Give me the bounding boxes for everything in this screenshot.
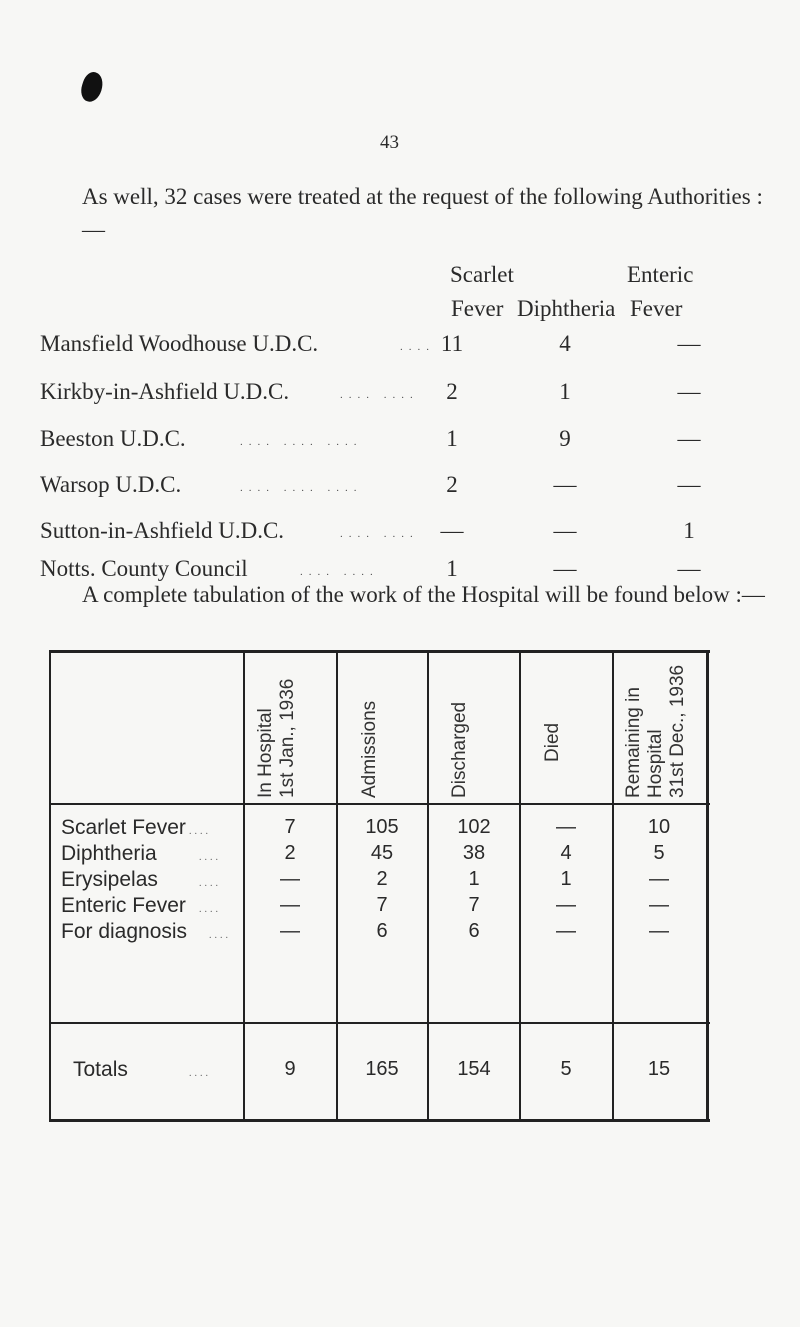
authority-name: Kirkby-in-Ashfield U.D.C. [40, 379, 290, 404]
row-label: Scarlet Fever [61, 816, 186, 839]
col-header-discharged: Discharged [449, 701, 470, 798]
cell-in-hospital: 7 [284, 816, 296, 838]
header-scarlet: Scarlet [450, 262, 514, 287]
total-in-hospital: 9 [284, 1058, 296, 1080]
authority-name: Beeston U.D.C. [40, 426, 186, 451]
authority-name: Mansfield Woodhouse U.D.C. [40, 331, 319, 356]
header-fever-1: Fever [451, 296, 504, 321]
cell-admissions: 105 [365, 816, 399, 838]
authority-diphtheria: — [553, 472, 577, 497]
total-died: 5 [560, 1058, 572, 1080]
cell-remaining: — [649, 868, 669, 890]
cell-in-hospital: — [280, 920, 300, 942]
authority-row: Kirkby-in-Ashfield U.D.C. .... .... 2 1 — [40, 379, 740, 413]
authority-scarlet: 2 [446, 379, 458, 404]
cell-admissions: 7 [376, 894, 388, 916]
cell-died: — [556, 920, 576, 942]
authority-diphtheria: — [553, 518, 577, 543]
header-diphtheria: Diphtheria [517, 296, 616, 321]
authority-diphtheria: 9 [559, 426, 571, 451]
cell-discharged: 7 [468, 894, 480, 916]
tabulation-paragraph: A complete tabulation of the work of the Hospital will be found below :— [82, 582, 765, 607]
cell-in-hospital: — [280, 868, 300, 890]
cell-admissions: 2 [376, 868, 388, 890]
authority-diphtheria: 4 [559, 331, 571, 356]
authority-enteric: — [677, 426, 701, 451]
cell-died: — [556, 816, 576, 838]
cell-remaining: 5 [653, 842, 665, 864]
cell-died: — [556, 894, 576, 916]
header-enteric: Enteric [627, 262, 694, 287]
authority-scarlet: 1 [446, 426, 458, 451]
hospital-table: In Hospital 1st Jan., 1936 Admissions Discharged Died Remaining in Hospital 31st Dec., 1936 Scarlet Fever .... 7 105 102 — 10 Diphtheria .... 2 45 38 4 5 Erysipelas .... — 2 1 1 — Enteric Fever .... — 7 7 — — For diagnosis .... — 6 6 — — Totals .... 9 165 154 5 15 [49, 650, 710, 1122]
authority-scarlet: 11 [440, 331, 464, 356]
authority-enteric: — [677, 472, 701, 497]
cell-discharged: 1 [468, 868, 480, 890]
cell-admissions: 45 [370, 842, 394, 864]
authority-row: Mansfield Woodhouse U.D.C. .... 11 4 — [40, 331, 740, 365]
authority-enteric: 1 [683, 518, 695, 543]
cell-in-hospital: 2 [284, 842, 296, 864]
cell-in-hospital: — [280, 894, 300, 916]
authority-row: Beeston U.D.C. .... .... .... 1 9 — [40, 426, 740, 460]
total-remaining: 15 [647, 1058, 671, 1080]
authority-row: Sutton-in-Ashfield U.D.C. .... .... — — 1 [40, 518, 740, 552]
ink-blot [78, 70, 106, 105]
authority-enteric: — [677, 379, 701, 404]
authority-name: Warsop U.D.C. [40, 472, 182, 497]
authority-diphtheria: — [553, 556, 577, 581]
authority-name: Sutton-in-Ashfield U.D.C. [40, 518, 285, 543]
authority-scarlet: 1 [446, 556, 458, 581]
authority-row: Notts. County Council .... .... 1 — — [40, 556, 740, 590]
row-label: For diagnosis [61, 920, 188, 943]
row-label: Enteric Fever [61, 894, 186, 917]
col-header-remaining: Remaining in Hospital 31st Dec., 1936 [623, 664, 688, 798]
row-label: Erysipelas [61, 868, 158, 891]
cell-discharged: 38 [462, 842, 486, 864]
authority-enteric: — [677, 331, 701, 356]
cell-admissions: 6 [376, 920, 388, 942]
page-number: 43 [380, 132, 399, 153]
cell-remaining: 10 [647, 816, 671, 838]
intro-paragraph: As well, 32 cases were treated at the request of the following Authorities :— [82, 184, 763, 242]
cell-remaining: — [649, 894, 669, 916]
col-header-admissions: Admissions [359, 700, 380, 798]
col-header-died: Died [542, 722, 563, 762]
cell-died: 1 [560, 868, 572, 890]
authority-diphtheria: 1 [559, 379, 571, 404]
cell-died: 4 [560, 842, 572, 864]
header-fever-2: Fever [630, 296, 683, 321]
cell-discharged: 6 [468, 920, 480, 942]
authority-name: Notts. County Council [40, 556, 248, 581]
authority-row: Warsop U.D.C. .... .... .... 2 — — [40, 472, 740, 506]
totals-label: Totals [73, 1058, 128, 1081]
col-header-in-hospital: In Hospital 1st Jan., 1936 [255, 678, 298, 798]
authority-scarlet: 2 [446, 472, 458, 497]
cell-remaining: — [649, 920, 669, 942]
authority-scarlet: — [440, 518, 464, 543]
row-label: Diphtheria [61, 842, 157, 865]
total-admissions: 165 [365, 1058, 399, 1080]
authority-enteric: — [677, 556, 701, 581]
total-discharged: 154 [457, 1058, 491, 1080]
cell-discharged: 102 [457, 816, 491, 838]
